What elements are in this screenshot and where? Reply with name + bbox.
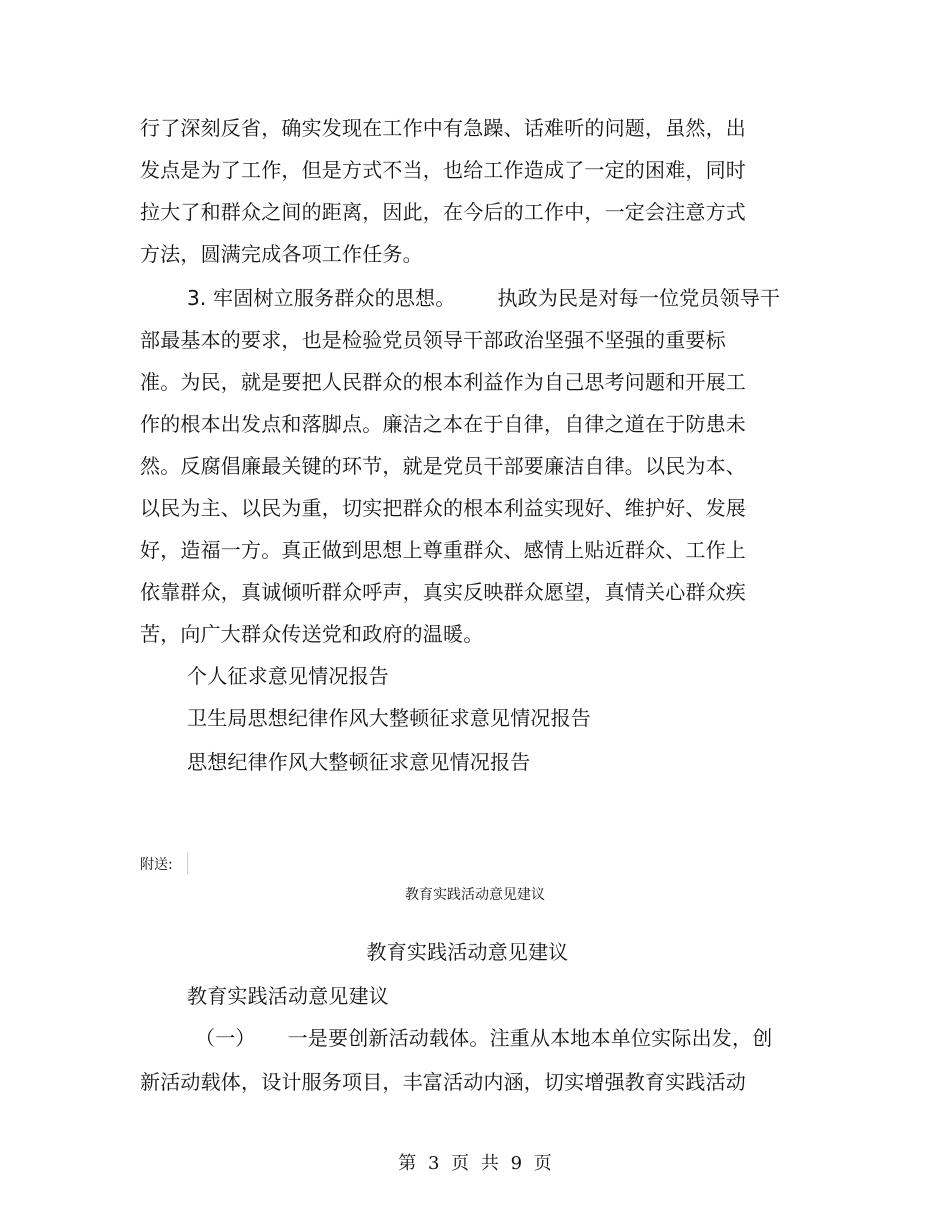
appendix-item-number: （一） [195,1026,256,1050]
section3-line-6: 好，造福一方。真正做到思想上尊重群众、感情上贴近群众、工作上 [140,538,746,562]
section3-line-3: 作的根本出发点和落脚点。廉洁之本在于自律，自律之道在于防患未 [140,412,746,436]
footer-suffix: 页 [533,1153,552,1174]
appendix-small-title: 教育实践活动意见建议 [405,887,545,903]
footer-mid: 页 [451,1153,470,1174]
footer-page: 3 [427,1153,440,1174]
related-title-1: 个人征求意见情况报告 [187,664,389,688]
section3-heading-line [187,286,780,310]
footer-total: 9 [510,1153,523,1174]
paragraph1-line-2: 发点是为了工作，但是方式不当，也给工作造成了一定的困难，同时 [140,158,746,182]
section3-line-7: 依靠群众，真诚倾听群众呼声，真实反映群众愿望，真情关心群众疾 [140,580,746,604]
paragraph1-line-3: 拉大了和群众之间的距离，因此，在今后的工作中，一定会注意方式 [140,200,746,224]
section3-heading-tail: 执政为民是对每一位党员领导干 [497,286,781,310]
footer-total-prefix: 共 [480,1153,499,1174]
section3-line-2: 准。为民，就是要把人民群众的根本利益作为自己思考问题和开展工 [140,370,746,394]
section3-line-1: 部最基本的要求，也是检验党员领导干部政治坚强不坚强的重要标 [140,328,726,352]
appendix-divider [187,852,188,874]
appendix-main-title: 教育实践活动意见建议 [366,940,569,964]
related-title-2: 卫生局思想纪律作风大整顿征求意见情况报告 [187,706,591,730]
section3-heading: 3. 牢固树立服务群众的思想。 [187,286,456,310]
appendix-item-1 [195,1026,772,1050]
section3-line-5: 以民为主、以民为重，切实把群众的根本利益实现好、维护好、发展 [140,496,746,520]
paragraph1-line-4: 方法，圆满完成各项工作任务。 [140,242,423,266]
paragraph1-line-1: 行了深刻反省，确实发现在工作中有急躁、话难听的问题，虽然，出 [140,116,746,140]
appendix-item-text: 一是要创新活动载体。注重从本地本单位实际出发，创 [287,1026,773,1050]
page-number-footer [0,1152,950,1176]
footer-prefix: 第 [398,1153,417,1174]
appendix-item-line-2: 新活动载体，设计服务项目，丰富活动内涵，切实增强教育实践活动 [140,1070,746,1094]
appendix-subtitle: 教育实践活动意见建议 [187,984,389,1008]
section3-line-8: 苦，向广大群众传送党和政府的温暖。 [140,622,484,646]
related-title-3: 思想纪律作风大整顿征求意见情况报告 [187,750,531,774]
section3-line-4: 然。反腐倡廉最关键的环节，就是党员干部要廉洁自律。以民为本、 [140,454,746,478]
appendix-label: 附送: [140,857,173,873]
